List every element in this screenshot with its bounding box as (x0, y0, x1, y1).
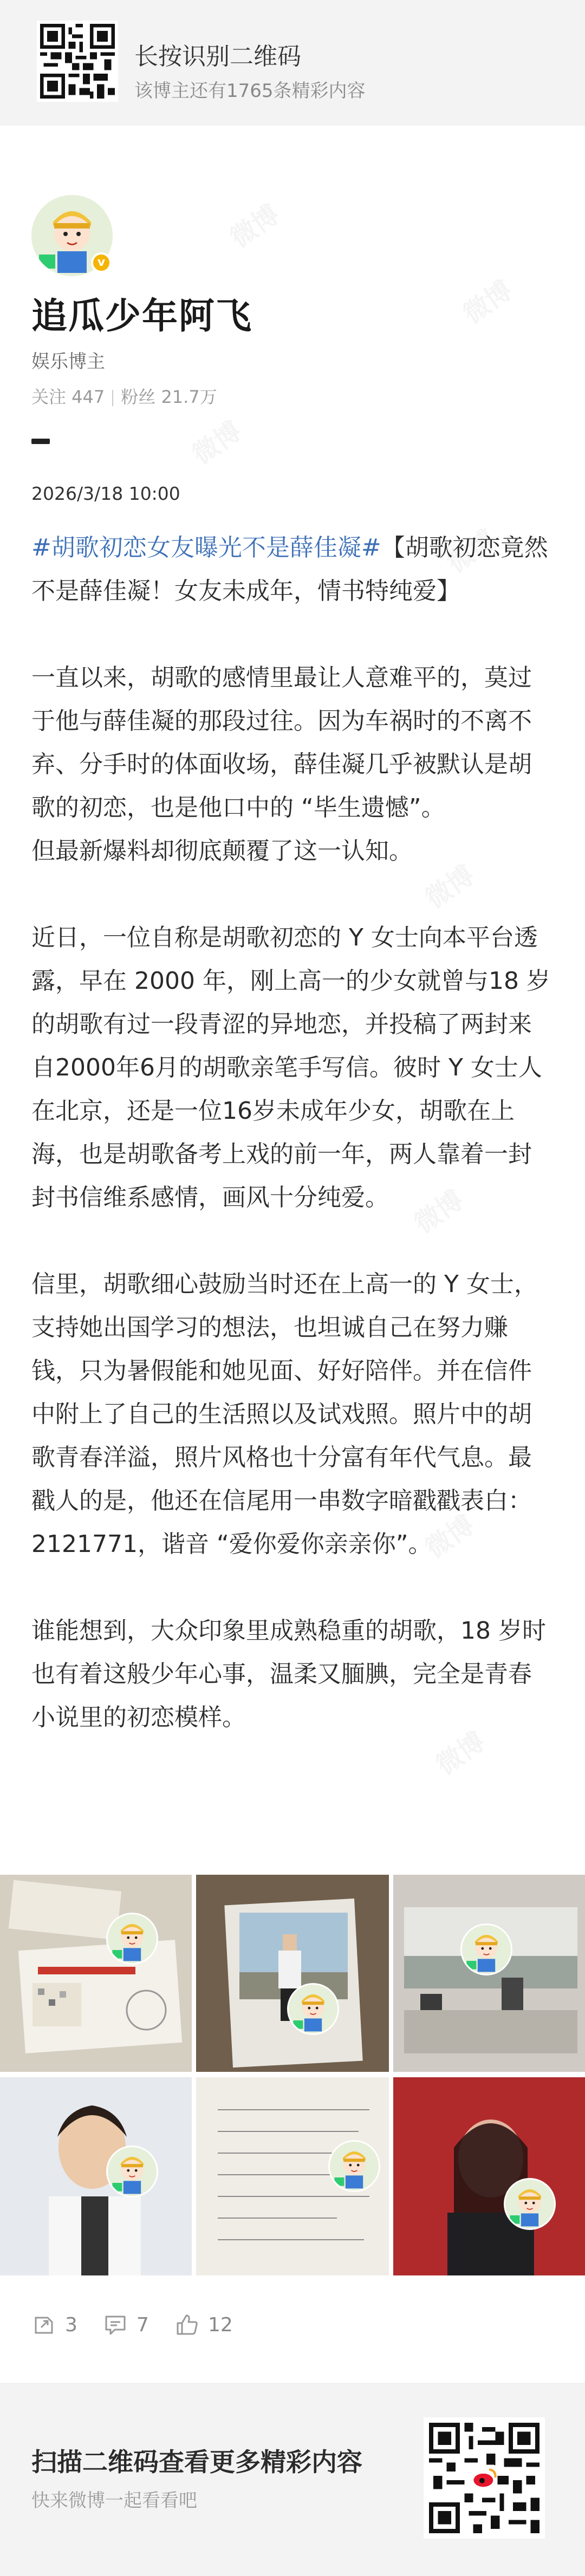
comment-icon (103, 2312, 128, 2337)
hashtag-link[interactable]: #胡歌初恋女友曝光不是薛佳凝# (31, 534, 381, 562)
paragraph: 信里，胡歌细心鼓励当时还在上高一的 Y 女士，支持她出国学习的想法，也坦诚自己在努力赚钱，只为暑假能和她见面、好好陪伴。并在信件中附上了自己的生活照以及试戏照。照片中的胡歌青春洋溢，照片风格也十分富有年代气息。最戳人的是，他还在信尾用一串数字暗戳戳表白：2121771，谐音 “爱你爱你亲亲你”。 (31, 1270, 538, 1558)
comment-button[interactable] (103, 2312, 149, 2337)
repost-icon (31, 2312, 56, 2337)
profile-name[interactable]: 追瓜少年阿飞 (31, 295, 252, 337)
image-grid (0, 1875, 585, 2275)
footer-qr-panel (0, 2383, 585, 2576)
like-button[interactable] (174, 2312, 233, 2337)
watermark-avatar (106, 2145, 158, 2197)
like-count: 12 (208, 2313, 233, 2336)
like-icon (174, 2312, 199, 2337)
qr-code-icon[interactable] (37, 21, 118, 102)
background-watermark (222, 194, 285, 255)
follow-count[interactable]: 关注 447 (31, 387, 105, 407)
watermark-avatar (328, 2140, 380, 2192)
footer-title: 扫描二维码查看更多精彩内容 (31, 2448, 362, 2477)
qr-banner-subtitle: 该博主还有1765条精彩内容 (134, 80, 366, 102)
footer-subtitle: 快来微博一起看看吧 (31, 2490, 197, 2512)
post-body (31, 526, 554, 1739)
photo-young-man-outdoors[interactable] (196, 1875, 389, 2072)
section-divider (31, 439, 50, 444)
stats-divider (112, 390, 113, 406)
profile-role: 娱乐博主 (31, 351, 105, 373)
paragraph: 谁能想到，大众印象里成熟稳重的胡歌，18 岁时也有着这般少年心事，温柔又腼腆，完全是青春小说里的初恋模样。 (31, 1617, 546, 1731)
qr-banner-title: 长按识别二维码 (134, 43, 301, 70)
paragraph: 但最新爆料却彻底颠覆了这一认知。 (31, 837, 413, 865)
paragraph: 一直以来，胡歌的感情里最让人意难平的，莫过于他与薛佳凝的那段过往。因为车祸时的不离不弃、分手时的体面收场，薛佳凝几乎被默认是胡歌的初恋，也是他口中的 “毕生遗憾”。 (31, 664, 532, 821)
background-watermark (454, 270, 518, 331)
watermark-avatar (504, 2178, 556, 2230)
photo-red-background[interactable] (393, 2077, 585, 2275)
repost-count: 3 (65, 2313, 77, 2336)
headline-text: 【胡歌初恋竟然不是薛佳凝！女友未成年，情书特纯爱】 (31, 534, 548, 605)
comment-count: 7 (136, 2313, 149, 2336)
qr-code-icon[interactable] (424, 2417, 545, 2539)
verified-icon: v (91, 252, 112, 273)
repost-button[interactable] (31, 2312, 77, 2337)
action-bar (0, 2285, 585, 2372)
qr-banner[interactable] (0, 0, 585, 126)
photo-portrait-boy[interactable] (0, 2077, 192, 2275)
profile-stats (31, 383, 217, 408)
paragraph: 近日，一位自称是胡歌初恋的 Y 女士向本平台透露，早在 2000 年，刚上高一的少女就曾与18 岁的胡歌有过一段青涩的异地恋，并投稿了两封来自2000年6月的胡歌亲笔手写信。彼时 Y 女士人在北京，还是一位16岁未成年少女，胡歌在上海，也是胡歌备考上戏的前一年，两人靠着一封封书信维系感情，画风十分纯爱。 (31, 924, 550, 1211)
background-watermark (184, 411, 248, 472)
weibo-logo-icon (471, 2465, 498, 2492)
watermark-avatar (460, 1923, 512, 1975)
post-headline (31, 526, 554, 613)
photo-envelope[interactable] (0, 1875, 192, 2072)
fans-count[interactable]: 粉丝 21.7万 (121, 387, 217, 407)
watermark-avatar (287, 1983, 339, 2035)
post-date: 2026/3/18 10:00 (31, 483, 180, 504)
watermark-avatar (106, 1913, 158, 1965)
